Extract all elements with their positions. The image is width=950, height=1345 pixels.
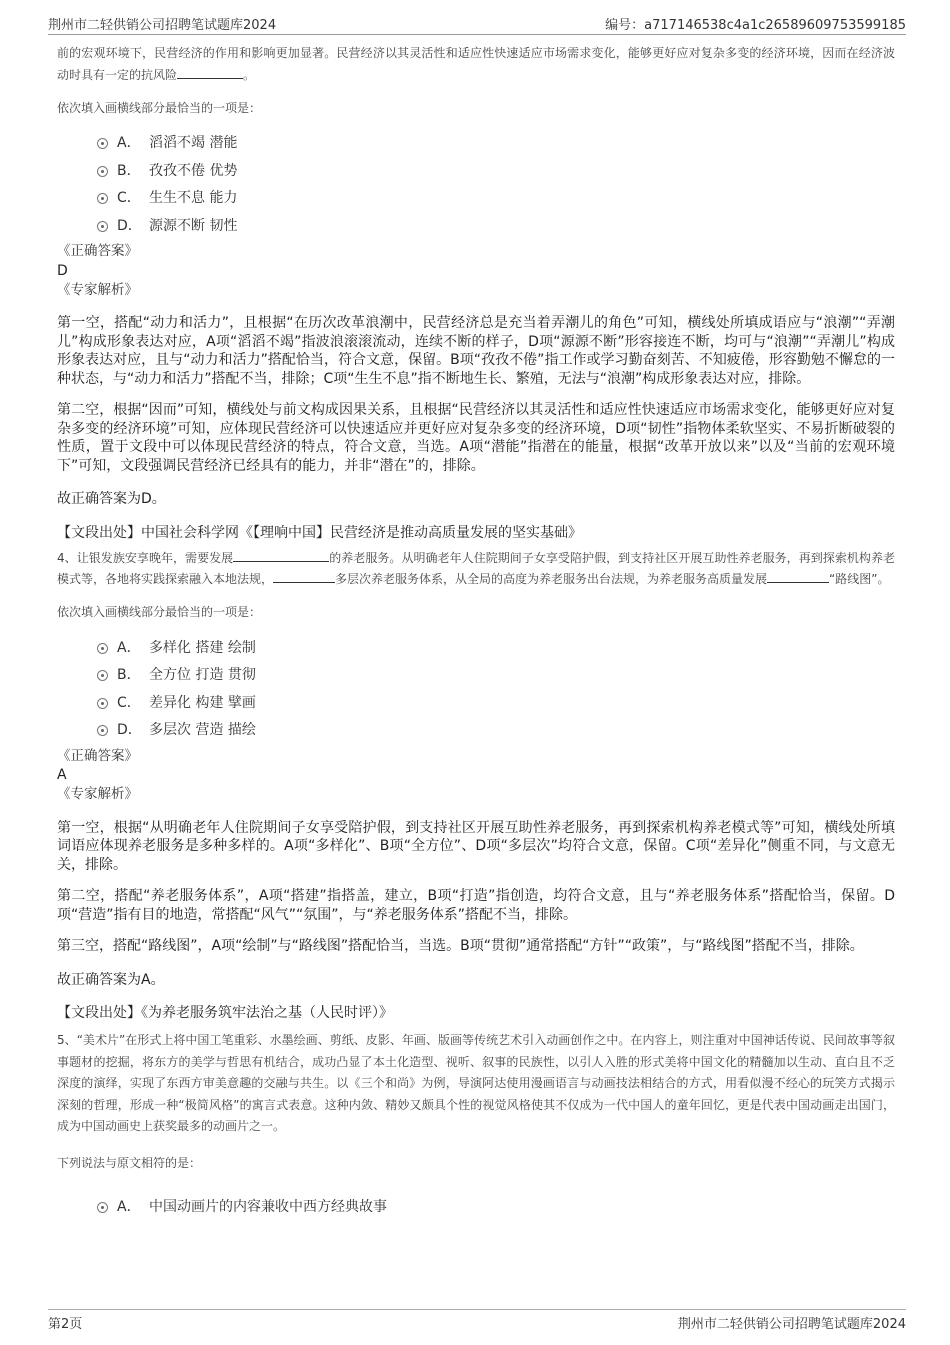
q4-option-d[interactable]: D． 多层次 营造 描绘 — [57, 717, 895, 745]
q3-options — [57, 130, 895, 240]
q4-answer-label: 《正确答案》 — [57, 747, 138, 764]
q4-option-c[interactable]: C． 差异化 构建 擘画 — [57, 690, 895, 718]
q3-answer-label: 《正确答案》 — [57, 243, 138, 259]
q3-stem: 前的宏观环境下，民营经济的作用和影响更加显著。民营经济以其灵活性和适应性快速适应市场需求变化，能够更好应对复杂多变的经济环境，因而在经济波动时具有一定的抗风险 。 — [57, 46, 895, 82]
footer-divider — [48, 1309, 906, 1310]
q4-blank-1 — [233, 549, 329, 562]
q5-stem: 5、“美术片”在形式上将中国工笔重彩、水墨绘画、剪纸、皮影、年画、版画等传统艺术引入动画创作之中。在内容上，则注重对中国神话传说、民间故事等叙事题材的挖掘，将东方的美学与哲思有机结合，成功凸显了本土化造型、视听、叙事的民族性，以引人入胜的形式美将中国文化的精髓加以生动、直白且不乏深度的演绎，实现了东西方审美意趣的交融与共生。以《三个和尚》为例，导演阿达使用漫画语言与动画技法相结合的方式，用看似漫不经心的玩笑方式揭示深刻的哲理，形成一种“极简风格”的寓言式表意。这种内敛、精妙又颇具个性的视觉风格使其不仅成为一代中国人的童年回忆，更是代表中国动画走出国门，成为中国动画史上获奖最多的动画片之一。 — [57, 1033, 895, 1133]
q3-option-d[interactable]: D． 源源不断 韧性 — [57, 213, 895, 241]
q3-source: 【文段出处】中国社会科学网《【理响中国】民营经济是推动高质量发展的坚实基础》 — [57, 524, 582, 541]
q5-options — [57, 1194, 895, 1222]
header-code: 编号：a717146538c4a1c26589609753599185 — [605, 18, 906, 33]
q3-option-c[interactable]: C． 生生不息 能力 — [57, 185, 895, 213]
radio-icon[interactable] — [97, 643, 108, 654]
q3-analysis-2: 第二空，根据“因而”可知，横线处与前文构成因果关系，且根据“民营经济以其灵活性和适应性快速适应市场需求变化，能够更好应对复杂多变的经济环境”可知，应体现民营经济可以快速适应并更好应对复杂多变的经济环境，D项“韧性”指物体柔软坚实、不易折断破裂的性质，置于文段中可以体现民营经济的特点，符合文意，当选。A项“潜能”指潜在的能量，根据“改革开放以来”以及“当前的宏观环境下”可知，文段强调民营经济已经具有的能力，并非“潜在”的，排除。 — [57, 402, 895, 474]
q5-ask: 下列说法与原文相符的是： — [57, 1155, 202, 1170]
page-content — [57, 43, 895, 1221]
radio-icon[interactable] — [97, 698, 108, 709]
page-header — [48, 14, 906, 34]
radio-icon[interactable] — [97, 221, 108, 232]
q4-analysis-2: 第二空，搭配“养老服务体系”，A项“搭建”指搭盖，建立，B项“打造”指创造，均符合文意，且与“养老服务体系”搭配恰当，保留。D项“营造”指有目的地造，常搭配“风气”“氛围”，与“养老服务体系”搭配不当，排除。 — [57, 888, 895, 923]
q4-ask: 依次填入画横线部分最恰当的一项是： — [57, 604, 262, 619]
q4-source: 【文段出处】《为养老服务筑牢法治之基（人民时评）》 — [57, 1005, 393, 1021]
q4-options — [57, 635, 895, 745]
footer-title: 荆州市二轻供销公司招聘笔试题库2024 — [677, 1317, 906, 1332]
q4-stem: 4、让银发族安享晚年，需要发展 的养老服务。从明确老年人住院期间子女享受陪护假，到支持社区开展互助性养老服务，再到探索机构养老模式等，各地将实践探索融入本地法规， 多层次养老服务体系，从全局的高度为养老服务出台法规，为养老服务高质量发展 “路线图”。 — [57, 550, 895, 586]
q3-analysis-1: 第一空，搭配“动力和活力”，且根据“在历次改革浪潮中，民营经济总是充当着弄潮儿的角色”可知，横线处所填成语应与“浪潮”“弄潮儿”构成形象表达对应，A项“滔滔不竭”指波浪滚滚流动，连续不断的样子，D项“源源不断”形容接连不断，均可与“浪潮”“弄潮儿”构成形象表达对应，且与“动力和活力”搭配恰当，符合文意，保留。B项“孜孜不倦”指工作或学习勤奋刻苦、不知疲倦，形容勤勉不懈怠的一种状态，与“动力和活力”搭配不当，排除；C项“生生不息”指不断地生长、繁殖，无法与“浪潮”构成形象表达对应，排除。 — [57, 315, 895, 387]
q4-option-a[interactable]: A． 多样化 搭建 绘制 — [57, 635, 895, 663]
q4-blank-2 — [273, 570, 335, 583]
header-divider — [48, 34, 906, 35]
q3-ask: 依次填入画横线部分最恰当的一项是： — [57, 101, 262, 115]
q4-analysis-3: 第三空，搭配“路线图”，A项“绘制”与“路线图”搭配恰当，当选。B项“贯彻”通常搭配“方针”“政策”，与“路线图”搭配不当，排除。 — [57, 938, 864, 954]
radio-icon[interactable] — [97, 725, 108, 736]
q3-answer: D — [57, 262, 68, 279]
radio-icon[interactable] — [97, 193, 108, 204]
header-title: 荆州市二轻供销公司招聘笔试题库2024 — [48, 18, 277, 33]
q4-analysis-label: 《专家解析》 — [57, 786, 138, 802]
q3-analysis-label: 《专家解析》 — [57, 281, 138, 298]
q3-blank — [177, 66, 243, 79]
q3-option-a[interactable]: A． 滔滔不竭 潜能 — [57, 130, 895, 158]
q5-option-a[interactable]: A． 中国动画片的内容兼收中西方经典故事 — [57, 1194, 895, 1222]
q3-option-b[interactable]: B． 孜孜不倦 优势 — [57, 158, 895, 186]
q4-option-b[interactable]: B． 全方位 打造 贯彻 — [57, 662, 895, 690]
q4-answer: A — [57, 767, 67, 783]
q4-blank-3 — [767, 570, 829, 583]
radio-icon[interactable] — [97, 1202, 108, 1213]
radio-icon[interactable] — [97, 166, 108, 177]
q3-conclusion: 故正确答案为D。 — [57, 491, 166, 507]
radio-icon[interactable] — [97, 138, 108, 149]
q4-conclusion: 故正确答案为A。 — [57, 971, 165, 988]
page-number: 第2页 — [48, 1317, 83, 1332]
q4-analysis-1: 第一空，根据“从明确老年人住院期间子女享受陪护假，到支持社区开展互助性养老服务，再到探索机构养老模式等”可知，横线处所填词语应体现养老服务是多种多样的。A项“多样化”、B项“全方位”、D项“多层次”均符合文意，保留。C项“差异化”侧重不同，与文意无关，排除。 — [57, 819, 895, 873]
radio-icon[interactable] — [97, 670, 108, 681]
